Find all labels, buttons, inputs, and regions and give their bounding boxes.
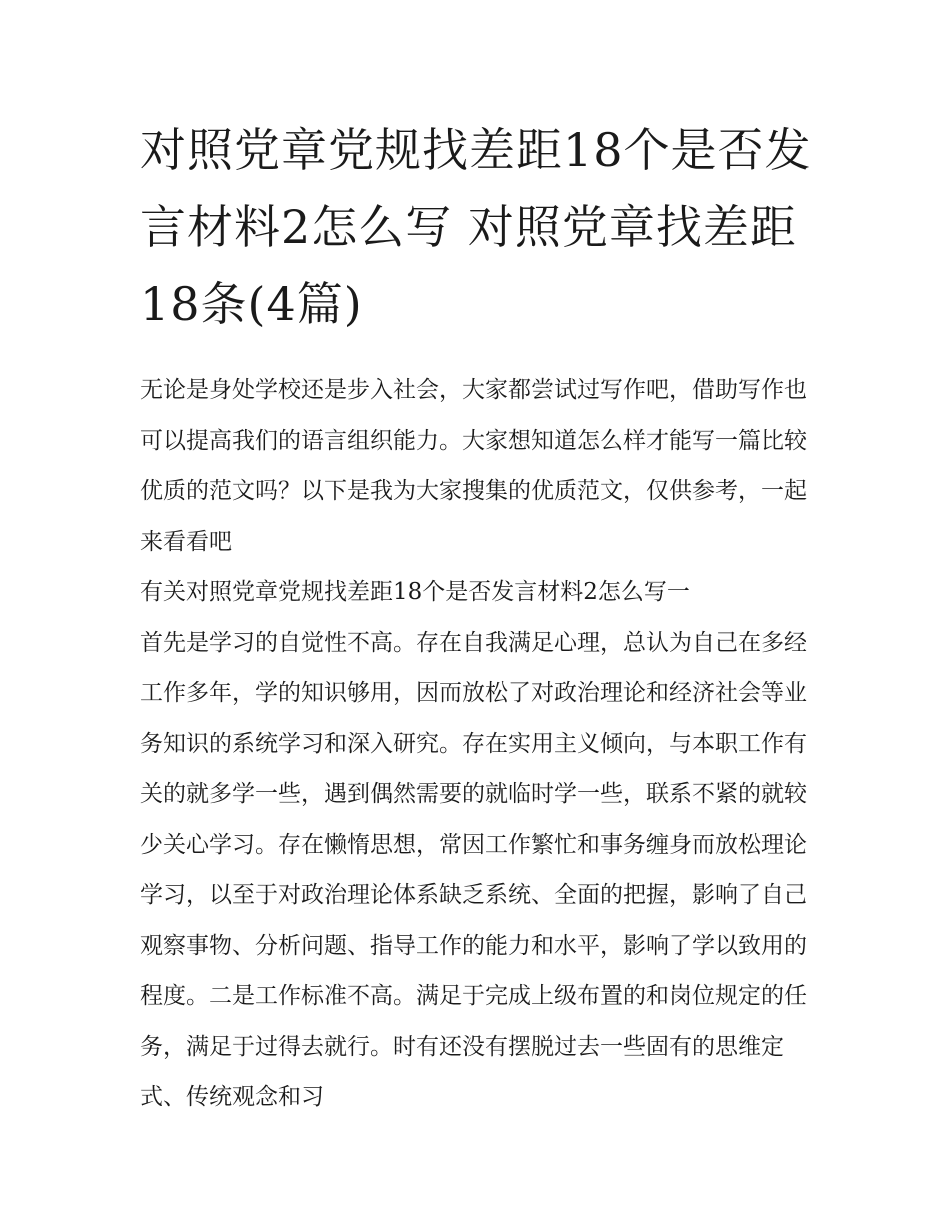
document-page [140, 112, 812, 1123]
intro-paragraph: 无论是身处学校还是步入社会，大家都尝试过写作吧，借助写作也可以提高我们的语言组织能力。大家想知道怎么样才能写一篇比较优质的范文吗？以下是我为大家搜集的优质范文，仅供参考，一起来看看吧 [140, 377, 807, 555]
body-paragraph: 首先是学习的自觉性不高。存在自我满足心理，总认为自己在多经工作多年，学的知识够用，因而放松了对政治理论和经济社会等业务知识的系统学习和深入研究。存在实用主义倾向，与本职工作有关的就多学一些，遇到偶然需要的就临时学一些，联系不紧的就较少关心学习。存在懒惰思想，常因工作繁忙和事务缠身而放松理论学习，以至于对政治理论体系缺乏系统、全面的把握，影响了自己观察事物、分析问题、指导工作的能力和水平，影响了学以致用的程度。二是工作标准不高。满足于完成上级布置的和岗位规定的任务，满足于过得去就行。时有还没有摆脱过去一些固有的思维定式、传统观念和习 [140, 629, 807, 1110]
section-heading: 有关对照党章党规找差距18个是否发言材料2怎么写一 [140, 579, 690, 605]
document-title: 对照党章党规找差距18个是否发言材料2怎么写 对照党章找差距18条(4篇) [140, 123, 812, 331]
